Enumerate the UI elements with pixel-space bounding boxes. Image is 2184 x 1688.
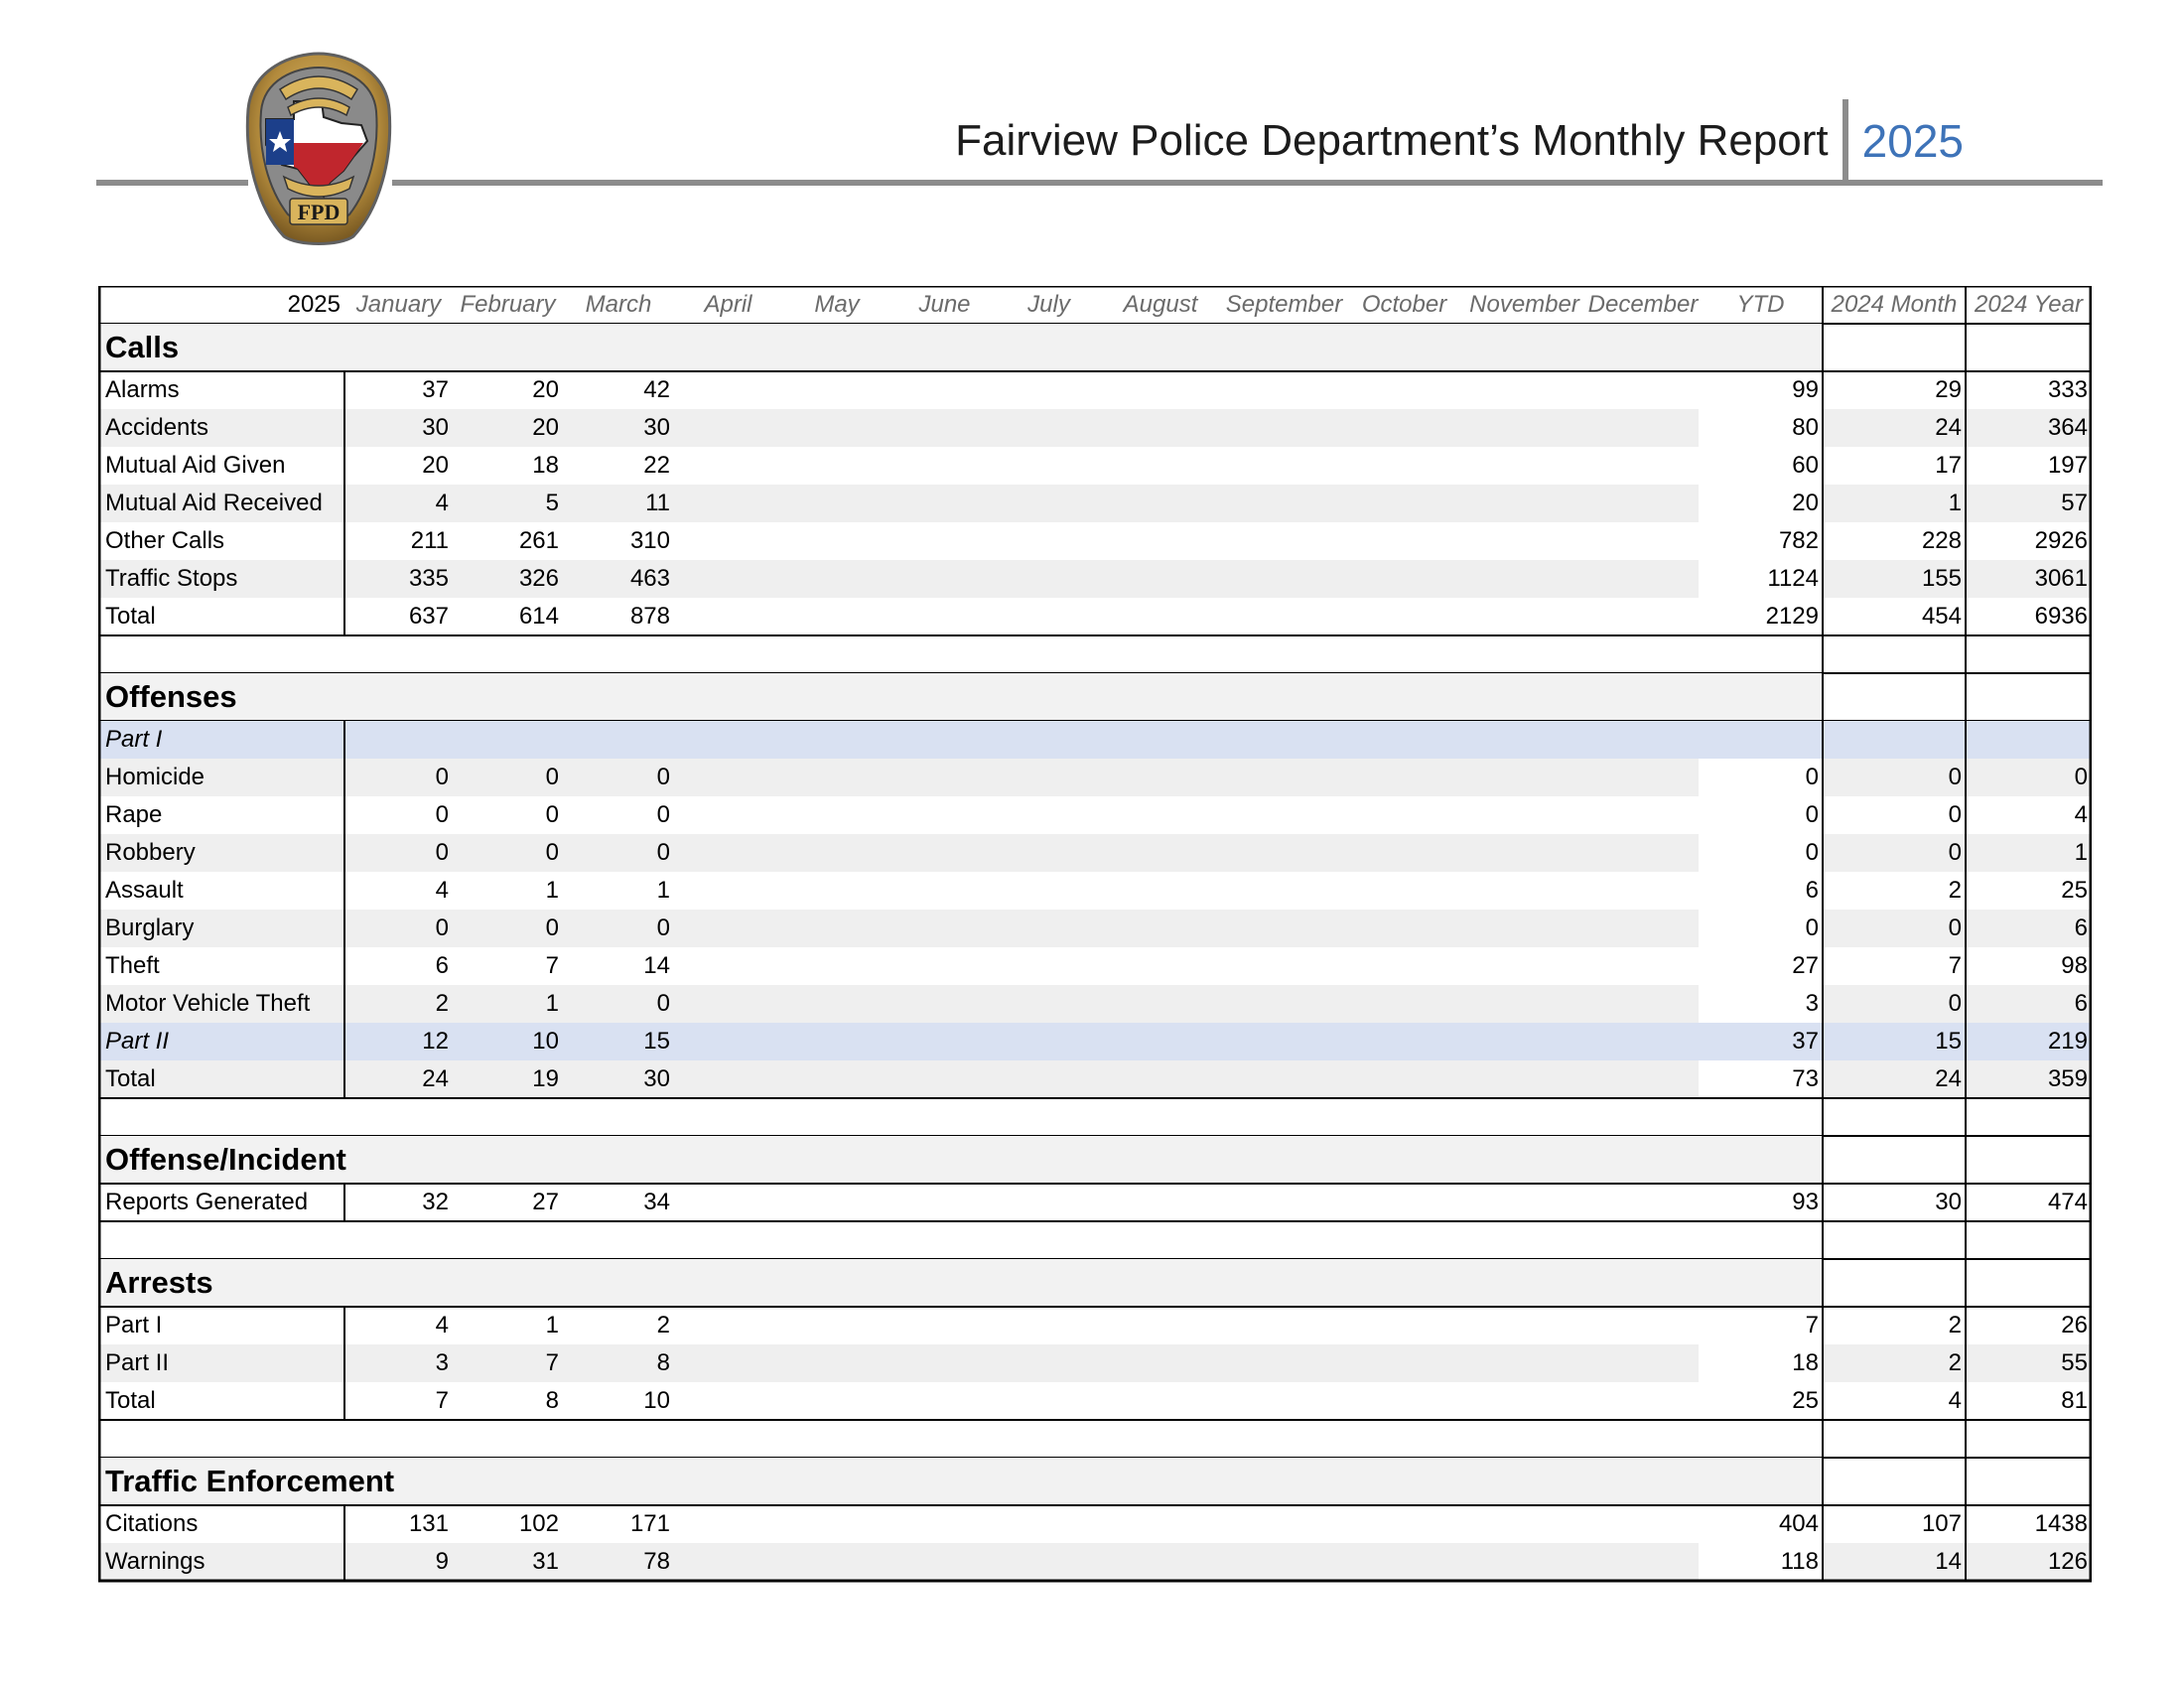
row-label: Part II <box>105 1349 170 1376</box>
prev-year-value: 359 <box>2047 1065 2088 1092</box>
header-month-november: November <box>1469 291 1579 318</box>
month-value: 0 <box>545 801 559 828</box>
month-value: 335 <box>408 565 449 592</box>
month-value: 0 <box>435 764 449 790</box>
month-value: 32 <box>422 1189 449 1215</box>
month-value: 24 <box>422 1065 449 1092</box>
header-month-july: July <box>1027 291 1070 318</box>
month-value: 463 <box>629 565 670 592</box>
prev-month-value: 155 <box>1921 565 1962 592</box>
row-label: Alarms <box>105 376 180 403</box>
prev-year-value: 1438 <box>2034 1510 2088 1537</box>
month-value: 9 <box>435 1548 449 1575</box>
ytd-value: 1124 <box>1767 565 1819 592</box>
month-value: 1 <box>545 877 559 904</box>
prev-month-value: 29 <box>1935 376 1962 403</box>
month-value: 326 <box>518 565 559 592</box>
month-value: 12 <box>422 1028 449 1055</box>
month-value: 31 <box>532 1548 559 1575</box>
row-label: Robbery <box>105 839 196 866</box>
month-value: 1 <box>656 877 670 904</box>
report-title: Fairview Police Department’s Monthly Report <box>955 116 1829 165</box>
svg-text:FPD: FPD <box>297 200 341 224</box>
month-value <box>344 721 453 759</box>
month-value: 11 <box>645 490 670 516</box>
month-value: 22 <box>643 452 670 479</box>
ytd-value <box>1699 721 1823 759</box>
ytd-value: 25 <box>1792 1387 1819 1414</box>
prev-year-value: 126 <box>2047 1548 2088 1575</box>
prev-year-value: 197 <box>2047 452 2088 479</box>
prev-month-value: 107 <box>1921 1510 1962 1537</box>
ytd-value: 27 <box>1792 952 1819 979</box>
ytd-value: 118 <box>1780 1548 1819 1575</box>
fpd-badge-logo <box>244 50 393 248</box>
prev-month-value: 24 <box>1935 1065 1962 1092</box>
month-value: 0 <box>435 801 449 828</box>
row-label: Warnings <box>105 1548 205 1575</box>
prev-year-value: 4 <box>2074 801 2088 828</box>
month-value: 1 <box>545 1312 559 1338</box>
month-value: 0 <box>545 839 559 866</box>
header-2024-year: 2024 Year <box>1975 291 2083 318</box>
month-value: 0 <box>656 990 670 1017</box>
prev-year-value: 26 <box>2061 1312 2088 1338</box>
month-value: 20 <box>422 452 449 479</box>
row-label: Assault <box>105 877 184 904</box>
row-label: Mutual Aid Given <box>105 452 286 479</box>
row-label: Homicide <box>105 764 205 790</box>
month-value: 0 <box>656 839 670 866</box>
ytd-value: 404 <box>1778 1510 1819 1537</box>
month-value: 211 <box>410 527 449 554</box>
month-value: 4 <box>435 490 449 516</box>
prev-month-value: 7 <box>1948 952 1962 979</box>
month-value: 637 <box>408 603 449 630</box>
prev-month-value: 24 <box>1935 414 1962 441</box>
month-value: 30 <box>422 414 449 441</box>
header-month-september: September <box>1225 291 1343 318</box>
month-value: 102 <box>518 1510 559 1537</box>
header-month-october: October <box>1361 291 1447 318</box>
row-label: Motor Vehicle Theft <box>105 990 311 1017</box>
ytd-value: 93 <box>1792 1189 1819 1215</box>
month-value: 42 <box>643 376 670 403</box>
header-month-december: December <box>1587 291 1699 318</box>
prev-year-value: 333 <box>2047 376 2088 403</box>
prev-year-value: 55 <box>2061 1349 2088 1376</box>
ytd-value: 37 <box>1792 1028 1819 1055</box>
month-value: 0 <box>545 764 559 790</box>
section-title: Offense/Incident <box>105 1142 346 1177</box>
prev-year-value: 364 <box>2047 414 2088 441</box>
prev-month-value: 2 <box>1948 877 1962 904</box>
month-value: 0 <box>656 764 670 790</box>
month-value: 15 <box>643 1028 670 1055</box>
month-value: 5 <box>545 490 559 516</box>
month-value <box>453 721 563 759</box>
row-label: Total <box>105 1065 156 1092</box>
row-label: Accidents <box>105 414 209 441</box>
row-label: Reports Generated <box>105 1189 309 1215</box>
section-title: Offenses <box>105 679 237 714</box>
month-value: 614 <box>518 603 559 630</box>
month-value: 37 <box>422 376 449 403</box>
ytd-value: 0 <box>1805 839 1819 866</box>
header-month-june: June <box>918 291 971 318</box>
ytd-value: 6 <box>1805 877 1819 904</box>
row-label: Part II <box>105 1028 170 1055</box>
report-header <box>955 99 1964 183</box>
prev-month-value: 17 <box>1935 452 1962 479</box>
row-label: Citations <box>105 1510 199 1537</box>
header-month-march: March <box>585 291 652 318</box>
month-value: 310 <box>629 527 670 554</box>
prev-month-value: 2 <box>1948 1349 1962 1376</box>
month-value: 0 <box>656 801 670 828</box>
header-year-cell: 2025 <box>287 291 341 318</box>
prev-year-value: 0 <box>2074 764 2088 790</box>
prev-year-value: 6 <box>2074 990 2088 1017</box>
ytd-value: 73 <box>1792 1065 1819 1092</box>
ytd-value: 3 <box>1805 990 1819 1017</box>
prev-month-value: 0 <box>1948 914 1962 941</box>
prev-month-value: 30 <box>1935 1189 1962 1215</box>
ytd-value: 0 <box>1805 764 1819 790</box>
month-value: 78 <box>643 1548 670 1575</box>
row-label: Theft <box>105 952 160 979</box>
section-title: Traffic Enforcement <box>105 1464 395 1498</box>
ytd-value: 782 <box>1778 527 1819 554</box>
header-rule-left <box>96 180 248 186</box>
month-value: 6 <box>435 952 449 979</box>
row-label: Total <box>105 1387 156 1414</box>
month-value: 10 <box>532 1028 559 1055</box>
month-value <box>563 721 674 759</box>
month-value: 261 <box>518 527 559 554</box>
prev-year-value: 6 <box>2074 914 2088 941</box>
month-value: 3 <box>435 1349 449 1376</box>
month-value: 8 <box>656 1349 670 1376</box>
month-value: 8 <box>545 1387 559 1414</box>
month-value: 4 <box>435 877 449 904</box>
prev-month-value: 0 <box>1948 990 1962 1017</box>
prev-month-value <box>1823 721 1966 759</box>
month-value: 7 <box>545 952 559 979</box>
month-value: 1 <box>545 990 559 1017</box>
prev-month-value: 1 <box>1948 490 1962 516</box>
month-value: 2 <box>656 1312 670 1338</box>
monthly-report-table <box>98 286 2092 1587</box>
prev-year-value: 57 <box>2061 490 2088 516</box>
prev-year-value: 474 <box>2047 1189 2088 1215</box>
ytd-value: 7 <box>1805 1312 1819 1338</box>
ytd-value: 18 <box>1792 1349 1819 1376</box>
prev-year-value <box>1966 721 2092 759</box>
month-value: 7 <box>435 1387 449 1414</box>
prev-year-value: 6936 <box>2034 603 2088 630</box>
prev-year-value: 25 <box>2061 877 2088 904</box>
ytd-value: 0 <box>1805 801 1819 828</box>
month-value: 7 <box>545 1349 559 1376</box>
row-label: Part I <box>105 726 163 753</box>
month-value: 14 <box>643 952 670 979</box>
prev-month-value: 0 <box>1948 801 1962 828</box>
row-label: Part I <box>105 1312 163 1338</box>
prev-year-value: 219 <box>2047 1028 2088 1055</box>
month-value: 18 <box>532 452 559 479</box>
prev-month-value: 14 <box>1935 1548 1962 1575</box>
header-2024-month: 2024 Month <box>1831 291 1958 318</box>
prev-year-value: 81 <box>2061 1387 2088 1414</box>
prev-month-value: 454 <box>1921 603 1962 630</box>
header-month-may: May <box>814 291 860 318</box>
row-label: Burglary <box>105 914 195 941</box>
month-value: 0 <box>656 914 670 941</box>
prev-month-value: 4 <box>1948 1387 1962 1414</box>
month-value: 0 <box>545 914 559 941</box>
month-value: 2 <box>435 990 449 1017</box>
header-month-february: February <box>460 291 556 318</box>
month-value: 878 <box>629 603 670 630</box>
row-label: Rape <box>105 801 163 828</box>
month-value: 30 <box>643 1065 670 1092</box>
prev-year-value: 98 <box>2061 952 2088 979</box>
month-value: 19 <box>532 1065 559 1092</box>
row-label: Mutual Aid Received <box>105 490 323 516</box>
header-month-april: April <box>704 291 752 318</box>
prev-year-value: 2926 <box>2034 527 2088 554</box>
ytd-value: 2129 <box>1765 603 1819 630</box>
month-value: 20 <box>532 414 559 441</box>
month-value: 4 <box>435 1312 449 1338</box>
header-month-august: August <box>1123 291 1198 318</box>
month-value: 131 <box>408 1510 449 1537</box>
section-title: Calls <box>105 330 180 364</box>
prev-year-value: 1 <box>2074 839 2088 866</box>
month-value: 171 <box>629 1510 670 1537</box>
ytd-value: 99 <box>1792 376 1819 403</box>
ytd-value: 20 <box>1792 490 1819 516</box>
ytd-value: 60 <box>1792 452 1819 479</box>
month-value: 27 <box>532 1189 559 1215</box>
prev-month-value: 0 <box>1948 764 1962 790</box>
row-label: Total <box>105 603 156 630</box>
month-value: 20 <box>532 376 559 403</box>
prev-month-value: 0 <box>1948 839 1962 866</box>
row-label: Other Calls <box>105 527 225 554</box>
section-title: Arrests <box>105 1265 213 1300</box>
prev-month-value: 15 <box>1935 1028 1962 1055</box>
prev-month-value: 2 <box>1948 1312 1962 1338</box>
prev-year-value: 3061 <box>2034 565 2088 592</box>
month-value: 10 <box>643 1387 670 1414</box>
month-value: 0 <box>435 914 449 941</box>
header-month-january: January <box>355 291 442 318</box>
month-value: 0 <box>435 839 449 866</box>
ytd-value: 80 <box>1792 414 1819 441</box>
month-value: 34 <box>643 1189 670 1215</box>
ytd-value: 0 <box>1805 914 1819 941</box>
prev-month-value: 228 <box>1921 527 1962 554</box>
header-ytd: YTD <box>1736 291 1785 318</box>
report-year: 2025 <box>1861 115 1964 167</box>
month-value: 30 <box>643 414 670 441</box>
row-label: Traffic Stops <box>105 565 238 592</box>
